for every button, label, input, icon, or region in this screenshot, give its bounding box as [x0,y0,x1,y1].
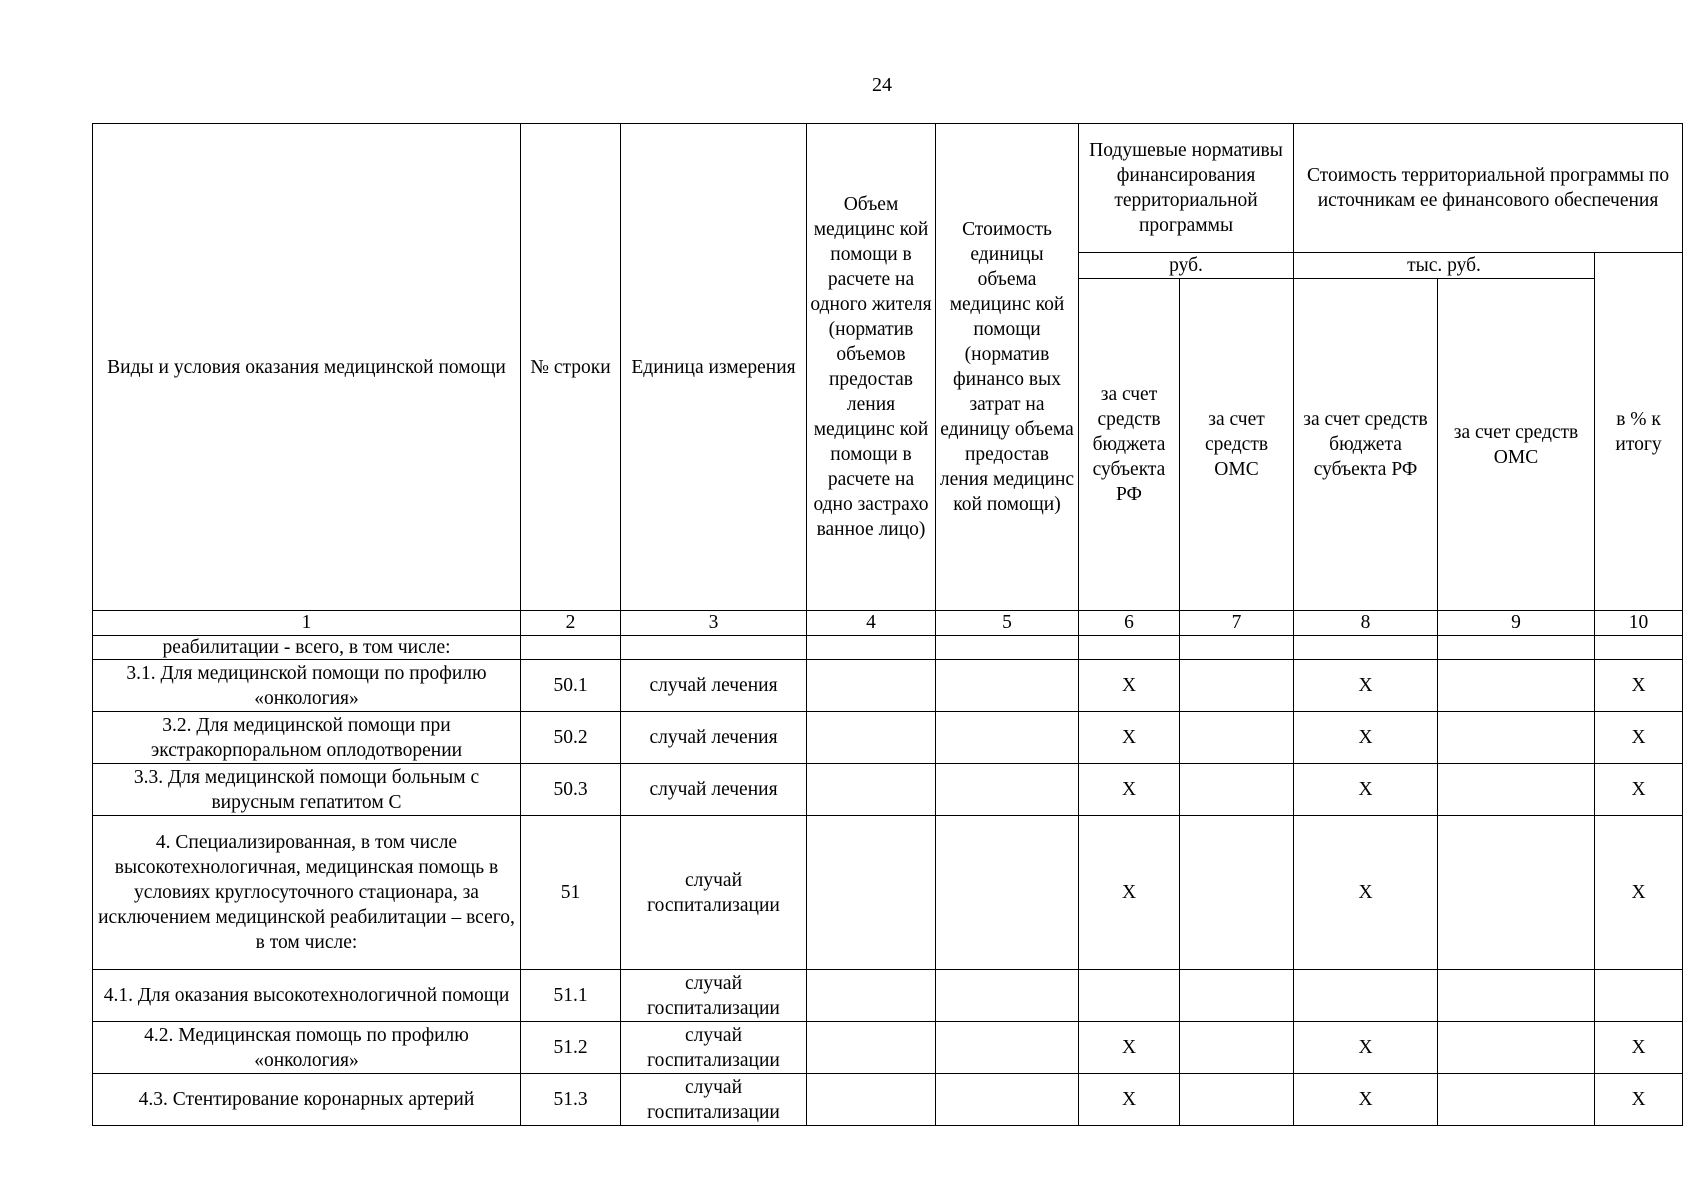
row-c10: Х [1595,816,1683,970]
row-unit [621,636,807,660]
row-c6: Х [1079,1074,1180,1126]
row-c9 [1438,1074,1595,1126]
table-row [93,1022,1683,1074]
row-c9 [1438,636,1595,660]
column-number: 7 [1180,611,1294,636]
header-group-cost: Стоимость территориальной программы по источникам ее финансового обеспечения [1294,124,1683,253]
row-unit: случай лечения [621,712,807,764]
row-c10: Х [1595,1022,1683,1074]
row-name: реабилитации - всего, в том числе: [93,636,521,660]
column-number: 10 [1595,611,1683,636]
row-c5 [936,1074,1079,1126]
row-unit: случай лечения [621,660,807,712]
row-c8 [1294,970,1438,1022]
column-number: 2 [521,611,621,636]
row-c6: Х [1079,816,1180,970]
row-c6: Х [1079,712,1180,764]
table-row [93,712,1683,764]
column-number: 3 [621,611,807,636]
row-c9 [1438,970,1595,1022]
row-line-number [521,636,621,660]
row-c6: Х [1079,764,1180,816]
table-row [93,816,1683,970]
row-c5 [936,816,1079,970]
row-unit: случай лечения [621,764,807,816]
header-col2: № строки [521,124,621,611]
row-name: 4. Специализированная, в том числе высокотехнологичная, медицинская помощь в условиях круглосуточного стационара, за исключением медицинской реабилитации – всего, в том числе: [93,816,521,970]
row-line-number: 50.2 [521,712,621,764]
header-col4: Объем медицинс кой помощи в расчете на одного жителя (норматив объемов предостав ления медицинс кой помощи в расчете на одно застрахо ванное лицо) [807,124,936,611]
row-name: 3.2. Для медицинской помощи при экстракорпоральном оплодотворении [93,712,521,764]
row-c7 [1180,636,1294,660]
table-row [93,970,1683,1022]
row-c5 [936,636,1079,660]
column-number: 1 [93,611,521,636]
row-unit: случай госпитализации [621,1022,807,1074]
row-c8: Х [1294,712,1438,764]
row-c4 [807,1022,936,1074]
column-number: 6 [1079,611,1180,636]
row-c10: Х [1595,660,1683,712]
row-line-number: 50.1 [521,660,621,712]
row-c9 [1438,764,1595,816]
row-line-number: 51.1 [521,970,621,1022]
row-name: 4.3. Стентирование коронарных артерий [93,1074,521,1126]
row-c7 [1180,970,1294,1022]
row-c7 [1180,712,1294,764]
header-col3: Единица измерения [621,124,807,611]
row-line-number: 51 [521,816,621,970]
header-col5: Стоимость единицы объема медицинс кой помощи (норматив финансо вых затрат на единицу объема предостав ления медицинс кой помощи) [936,124,1079,611]
header-col8: за счет средств бюджета субъекта РФ [1294,279,1438,611]
row-name: 4.1. Для оказания высокотехнологичной помощи [93,970,521,1022]
row-c4 [807,1074,936,1126]
column-number: 5 [936,611,1079,636]
row-c6: Х [1079,1022,1180,1074]
row-name: 3.1. Для медицинской помощи по профилю «онкология» [93,660,521,712]
row-name: 3.3. Для медицинской помощи больным с вирусным гепатитом С [93,764,521,816]
header-col6: за счет средств бюджета субъекта РФ [1079,279,1180,611]
row-c7 [1180,1074,1294,1126]
row-c9 [1438,1022,1595,1074]
row-c9 [1438,660,1595,712]
table-row [93,1074,1683,1126]
header-col10: в % к итогу [1595,253,1683,611]
row-c7 [1180,1022,1294,1074]
row-c5 [936,1022,1079,1074]
row-c7 [1180,816,1294,970]
row-c10: Х [1595,712,1683,764]
row-c7 [1180,764,1294,816]
row-unit: случай госпитализации [621,970,807,1022]
row-line-number: 51.2 [521,1022,621,1074]
row-unit: случай госпитализации [621,816,807,970]
table-row [93,636,1683,660]
row-c9 [1438,712,1595,764]
row-c8: Х [1294,1022,1438,1074]
header-unit-rub: руб. [1079,253,1294,279]
row-c8: Х [1294,1074,1438,1126]
row-unit: случай госпитализации [621,1074,807,1126]
row-c4 [807,636,936,660]
row-c10 [1595,970,1683,1022]
row-c8: Х [1294,816,1438,970]
header-col7: за счет средств ОМС [1180,279,1294,611]
row-c6 [1079,970,1180,1022]
row-c8: Х [1294,660,1438,712]
row-c9 [1438,816,1595,970]
row-c6 [1079,636,1180,660]
row-c5 [936,970,1079,1022]
row-c8 [1294,636,1438,660]
row-c8: Х [1294,764,1438,816]
row-c6: Х [1079,660,1180,712]
column-number: 9 [1438,611,1595,636]
row-line-number: 50.3 [521,764,621,816]
page-number: 24 [872,74,892,96]
row-line-number: 51.3 [521,1074,621,1126]
row-c10: Х [1595,764,1683,816]
row-name: 4.2. Медицинская помощь по профилю «онкология» [93,1022,521,1074]
header-group-per-capita: Подушевые нормативы финансирования территориальной программы [1079,124,1294,253]
row-c4 [807,816,936,970]
header-unit-thous-rub: тыс. руб. [1294,253,1595,279]
row-c4 [807,712,936,764]
row-c10 [1595,636,1683,660]
row-c10: Х [1595,1074,1683,1126]
table-row [93,660,1683,712]
table-row [93,764,1683,816]
column-number: 4 [807,611,936,636]
column-numbers-row [93,611,1683,636]
row-c4 [807,764,936,816]
row-c7 [1180,660,1294,712]
header-col1: Виды и условия оказания медицинской помощи [93,124,521,611]
row-c4 [807,970,936,1022]
row-c5 [936,660,1079,712]
header-col9: за счет средств ОМС [1438,279,1595,611]
row-c5 [936,712,1079,764]
financing-table [92,123,1683,1126]
row-c5 [936,764,1079,816]
column-number: 8 [1294,611,1438,636]
row-c4 [807,660,936,712]
